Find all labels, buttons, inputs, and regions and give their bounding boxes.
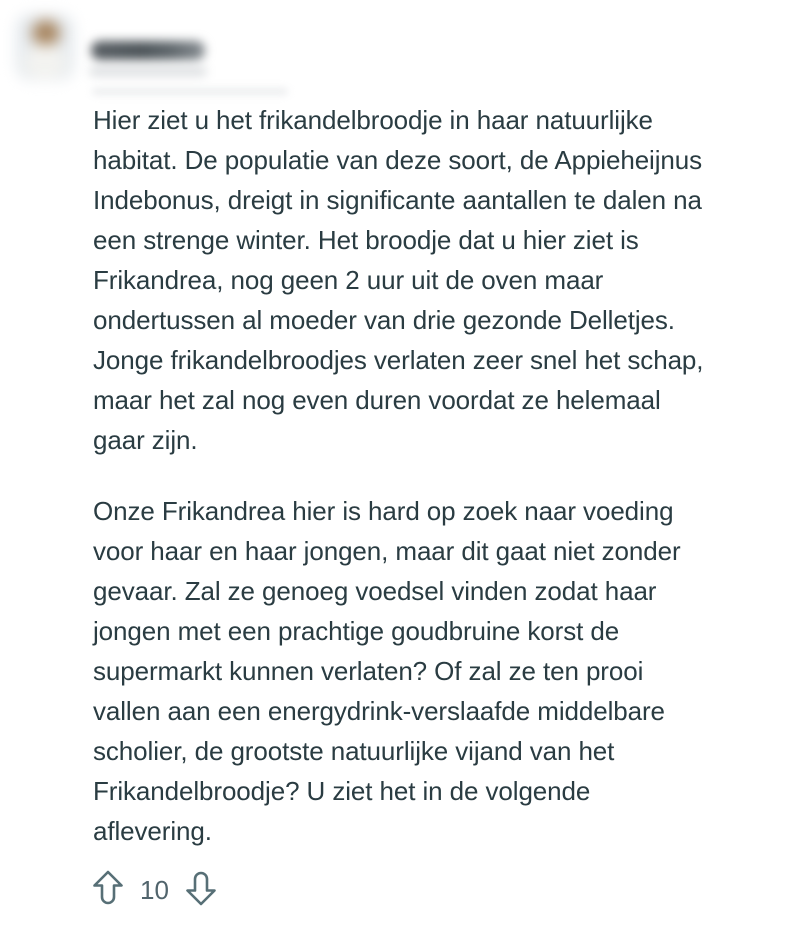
paragraph-2 (93, 491, 793, 851)
avatar-figure-body (24, 44, 66, 78)
upvote-button[interactable] (91, 869, 125, 910)
text-line: een strenge winter. Het broodje dat u hier ziet is (93, 225, 639, 255)
paragraph-1 (93, 100, 793, 460)
vote-bar (91, 869, 218, 910)
text-line: Hier ziet u het frikandelbroodje in haar natuurlijke (93, 105, 653, 135)
text-line: Jonge frikandelbroodjes verlaten zeer snel het schap, (93, 345, 704, 375)
text-line: vallen aan een energydrink-verslaafde middelbare (93, 696, 665, 726)
comment-meta-blurred-2 (92, 88, 288, 95)
downvote-button[interactable] (184, 869, 218, 910)
text-line: jongen met een prachtige goudbruine korst de (93, 616, 620, 646)
text-line: Indebonus, dreigt in significante aantallen te dalen na (93, 185, 702, 215)
username-blurred[interactable] (91, 41, 205, 60)
text-line: gaar zijn. (93, 425, 198, 455)
comment-body (93, 100, 793, 851)
avatar[interactable] (6, 4, 84, 92)
comment-meta-blurred (89, 67, 207, 76)
text-line: Frikandrea, nog geen 2 uur uit de oven maar (93, 265, 604, 295)
text-line: Frikandelbroodje? U ziet het in de volgende (93, 776, 591, 806)
downvote-icon (184, 869, 218, 910)
vote-count: 10 (140, 874, 169, 905)
text-line: aflevering. (93, 816, 212, 846)
upvote-icon (91, 869, 125, 910)
text-line: supermarkt kunnen verlaten? Of zal ze ten prooi (93, 656, 644, 686)
text-line: habitat. De populatie van deze soort, de Appieheijnus (93, 145, 703, 175)
text-line: voor haar en haar jongen, maar dit gaat niet zonder (93, 536, 681, 566)
text-line: gevaar. Zal ze genoeg voedsel vinden zodat haar (93, 576, 657, 606)
avatar-figure-head (32, 20, 60, 46)
text-line: ondertussen al moeder van drie gezonde Delletjes. (93, 305, 675, 335)
text-line: scholier, de grootste natuurlijke vijand van het (93, 736, 615, 766)
text-line: maar het zal nog even duren voordat ze helemaal (93, 385, 661, 415)
text-line: Onze Frikandrea hier is hard op zoek naar voeding (93, 496, 674, 526)
